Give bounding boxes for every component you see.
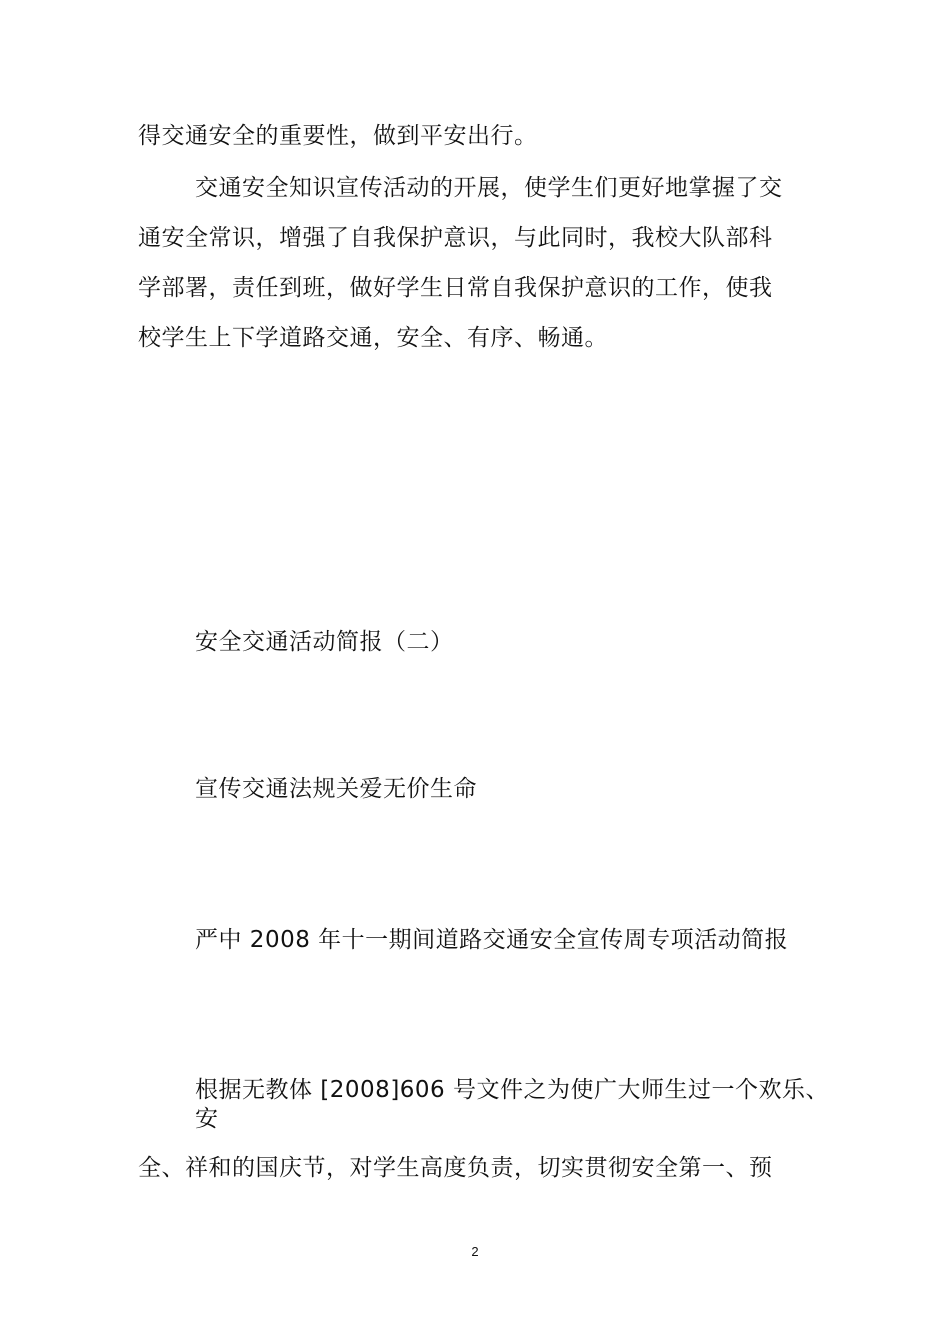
section-heading-special-brief: 严中 2008 年十一期间道路交通安全宣传周专项活动简报 — [195, 927, 789, 953]
paragraph-3-line-1: 根据无教体 [2008]606 号文件之为使广大师生过一个欢乐、 — [195, 1077, 830, 1103]
paragraph-3-line-3: 全、祥和的国庆节，对学生高度负责，切实贯彻安全第一、预 — [138, 1155, 773, 1181]
paragraph-2-line-2: 通安全常识，增强了自我保护意识，与此同时，我校大队部科 — [138, 225, 773, 251]
paragraph-2-line-1: 交通安全知识宣传活动的开展，使学生们更好地掌握了交 — [195, 175, 783, 201]
section-heading-traffic-law: 宣传交通法规关爱无价生命 — [195, 776, 477, 802]
page-number: 2 — [471, 1244, 479, 1259]
paragraph-3-line-2: 安 — [195, 1106, 219, 1132]
section-heading-activity-brief: 安全交通活动简报（二） — [195, 629, 454, 655]
paragraph-2-line-4: 校学生上下学道路交通，安全、有序、畅通。 — [138, 325, 608, 351]
paragraph-2-line-3: 学部署，责任到班，做好学生日常自我保护意识的工作，使我 — [138, 275, 773, 301]
paragraph-1-line-1: 得交通安全的重要性，做到平安出行。 — [138, 123, 538, 149]
